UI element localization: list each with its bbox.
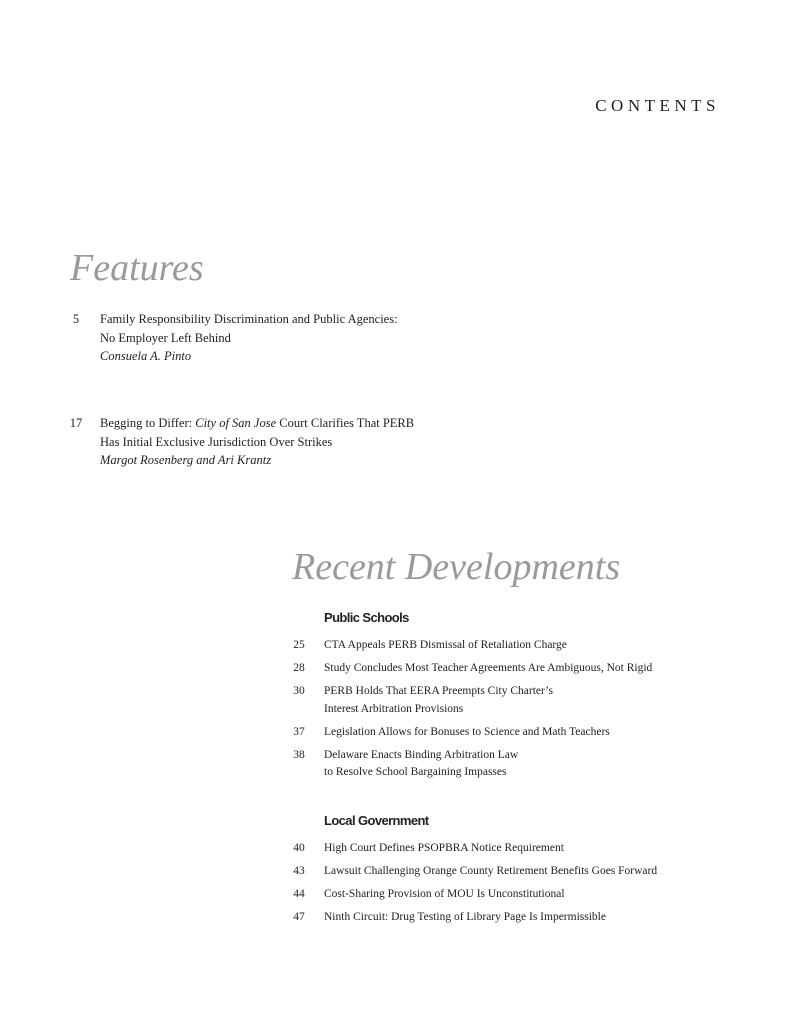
item-line: to Resolve School Bargaining Impasses — [324, 766, 507, 778]
page-number: 47 — [293, 911, 305, 923]
page-number: 37 — [293, 725, 305, 738]
item-line: CTA Appeals PERB Dismissal of Retaliation Charge — [324, 639, 567, 651]
item-title — [324, 747, 744, 782]
item-line: PERB Holds That EERA Preempts City Charter’s — [324, 685, 553, 697]
feature-title-line — [100, 414, 500, 433]
item-line: Study Concludes Most Teacher Agreements Are Ambiguous, Not Rigid — [324, 662, 653, 674]
list-item — [284, 747, 744, 782]
list-item — [284, 840, 744, 858]
item-title — [324, 909, 744, 927]
feature-title-line: Family Responsibility Discrimination and Public Agencies: — [100, 312, 398, 326]
page-number: 30 — [293, 685, 305, 697]
public-schools-list — [284, 637, 744, 787]
list-item — [284, 724, 744, 742]
local-government-list — [284, 840, 744, 932]
features-heading: Features — [70, 247, 204, 289]
page-number: 43 — [293, 865, 305, 877]
list-item — [284, 683, 744, 718]
page-number: 28 — [293, 662, 305, 674]
local-government-heading: Local Government — [324, 813, 429, 828]
title-suffix: Court Clarifies That PERB — [276, 416, 415, 430]
item-line: Lawsuit Challenging Orange County Retirement Benefits Goes Forward — [324, 865, 658, 877]
item-title — [324, 637, 744, 655]
list-item — [284, 886, 744, 904]
page-number: 44 — [293, 888, 305, 900]
feature-page-number: 5 — [72, 312, 80, 326]
feature-page-number: 17 — [69, 416, 83, 430]
item-title — [324, 660, 744, 678]
list-item — [284, 863, 744, 881]
item-title — [324, 724, 744, 742]
item-line: Legislation Allows for Bonuses to Science and Math Teachers — [324, 725, 610, 738]
page-number: 38 — [293, 748, 305, 761]
public-schools-heading: Public Schools — [324, 610, 409, 625]
list-item — [284, 909, 744, 927]
item-line: Cost-Sharing Provision of MOU Is Unconstitutional — [324, 888, 565, 900]
item-line: Ninth Circuit: Drug Testing of Library Page Is Impermissible — [324, 911, 606, 923]
feature-author: Consuela A. Pinto — [100, 349, 192, 363]
feature-title-line: Has Initial Exclusive Jurisdiction Over Strikes — [100, 434, 333, 449]
item-title — [324, 886, 744, 904]
page-number: 40 — [293, 842, 305, 854]
feature-text — [100, 414, 500, 470]
recent-developments-heading: Recent Developments — [292, 546, 621, 588]
page-number: 25 — [293, 639, 305, 651]
item-line: High Court Defines PSOPBRA Notice Requirement — [324, 842, 564, 854]
feature-text — [100, 310, 500, 366]
case-name: City of San Jose — [195, 416, 277, 430]
item-line: Delaware Enacts Binding Arbitration Law — [324, 748, 519, 761]
title-prefix: Begging to Differ: — [100, 416, 196, 430]
item-title — [324, 840, 744, 858]
item-title — [324, 863, 744, 881]
feature-title-line: No Employer Left Behind — [100, 330, 231, 345]
item-title — [324, 683, 744, 718]
item-line: Interest Arbitration Provisions — [324, 702, 464, 715]
list-item — [284, 637, 744, 655]
list-item — [284, 660, 744, 678]
contents-title: CONTENTS — [595, 96, 720, 115]
feature-author: Margot Rosenberg and Ari Krantz — [100, 453, 272, 467]
